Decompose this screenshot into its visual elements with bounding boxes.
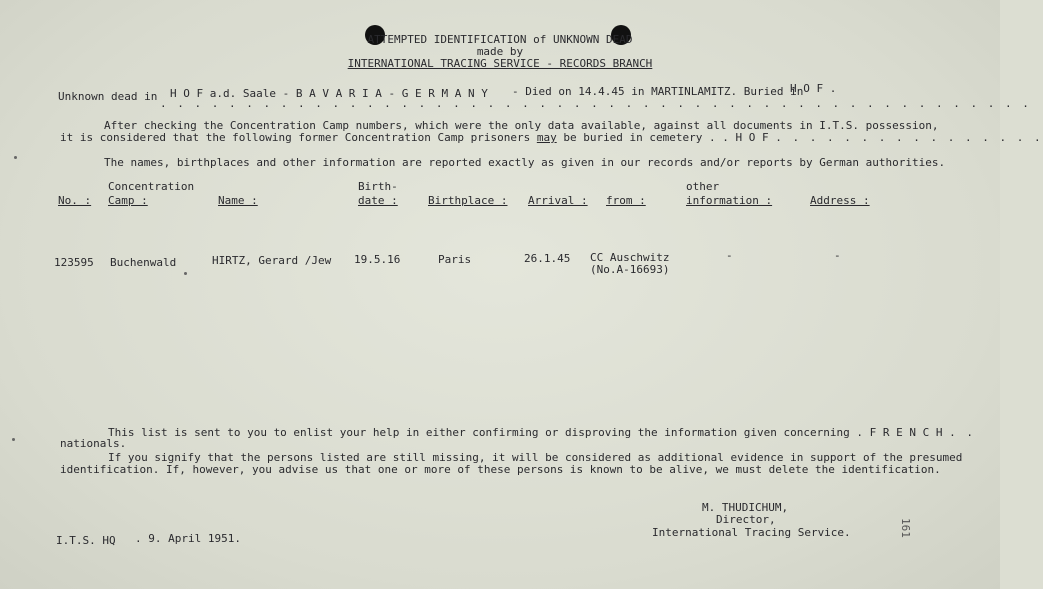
row-other: - (726, 249, 733, 262)
margin-mark (184, 272, 187, 275)
nationality: F R E N C H (869, 426, 943, 439)
dot-leader-2: . . . . . . . . . . . . . . . . (775, 131, 1043, 144)
header-other: information : (686, 194, 773, 207)
buried-place: H O F . (790, 82, 837, 95)
header-name: Name : (218, 194, 258, 207)
closing-line1 (108, 426, 975, 439)
may-underlined: may (536, 131, 557, 144)
footer-date: . 9. April 1951. (135, 532, 241, 545)
margin-mark (12, 438, 15, 441)
header-no: No. : (58, 194, 92, 207)
header-camp: Camp : (108, 194, 148, 207)
para2-text: The names, birthplaces and other information are reported exactly as given in our records and/or reports by German authorities. (104, 156, 946, 169)
header-camp-top: Concentration (108, 180, 195, 193)
row-no: 123595 (54, 256, 94, 269)
row-camp: Buchenwald (110, 256, 177, 269)
cemetery-place: H O F (735, 131, 769, 144)
row-name: HIRTZ, Gerard /Jew (212, 254, 332, 267)
signature-name: M. THUDICHUM, (702, 501, 789, 514)
made-by-line: made by (476, 45, 524, 58)
closing-line4: identification. If, however, you advise us that one or more of these persons is known to be alive, we must delete the identification. (60, 463, 941, 476)
margin-mark (14, 156, 17, 159)
header-birthplace: Birthplace : (428, 194, 508, 207)
header-address: Address : (810, 194, 870, 207)
dot-leader-3: . . (949, 426, 975, 439)
footer-office: I.T.S. HQ (56, 534, 116, 547)
dot-leader: . . . . . . . . . . . . . . . . . . . . . . . . . . . . . . . . . . . . . . . . . . . . . . . . . . . (160, 97, 1031, 110)
para1-line2 (60, 131, 1043, 144)
document-title: ATTEMPTED IDENTIFICATION of UNKNOWN DEAD (367, 33, 633, 46)
row-arrival: 26.1.45 (524, 252, 571, 265)
para1-line1: After checking the Concentration Camp numbers, which were the only data available, against all documents in I.T.S. possession, (104, 119, 939, 132)
closing-line3: If you signify that the persons listed are still missing, it will be considered as additional evidence in support of the presumed (108, 451, 963, 464)
died-text: - Died on 14.4.45 in MARTINLAMITZ. Buried in (512, 85, 804, 98)
row-birthdate: 19.5.16 (354, 253, 401, 266)
header-arrival: Arrival : (528, 194, 588, 207)
para1-text-a: it is considered that the following former Concentration Camp prisoners (60, 131, 531, 144)
row-address: - (834, 249, 841, 262)
closing-text-a: This list is sent to you to enlist your help in either confirming or disproving the information given concerning . (108, 426, 863, 439)
archive-stamp-number: 161 (899, 518, 912, 538)
closing-line2: nationals. (60, 437, 127, 450)
signature-org: International Tracing Service. (652, 526, 851, 539)
unknown-dead-label: Unknown dead in (58, 90, 158, 103)
header-birthdate: date : (358, 194, 398, 207)
organization-line: INTERNATIONAL TRACING SERVICE - RECORDS BRANCH (347, 57, 653, 70)
para1-text-b: be buried in cemetery . . (563, 131, 729, 144)
header-birth-top: Birth- (358, 180, 398, 193)
row-from-2: (No.A-16693) (590, 263, 670, 276)
header-other-top: other (686, 180, 720, 193)
signature-role: Director, (716, 513, 776, 526)
header-from: from : (606, 194, 646, 207)
row-from-1: CC Auschwitz (590, 251, 670, 264)
location-text: H O F a.d. Saale - B A V A R I A - G E R M A N Y (170, 87, 488, 100)
row-birthplace: Paris (438, 253, 472, 266)
